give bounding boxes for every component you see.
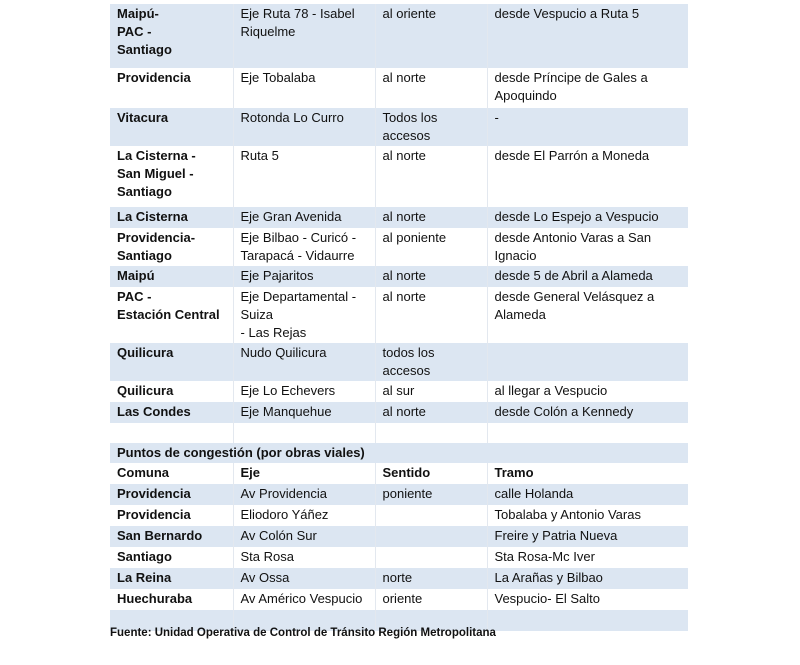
traffic-table — [110, 4, 688, 631]
cell-tramo: desde General Velásquez a Alameda — [487, 287, 688, 343]
cell-eje: Av Providencia — [233, 484, 375, 505]
table-row — [110, 381, 688, 402]
cell-comuna: Providencia- Santiago — [117, 230, 196, 263]
section-title-row — [110, 443, 688, 463]
cell-tramo: desde Lo Espejo a Vespucio — [487, 207, 688, 228]
section-title: Puntos de congestión (por obras viales) — [110, 443, 688, 463]
cell-eje: Rotonda Lo Curro — [233, 108, 375, 146]
table-row — [110, 108, 688, 146]
cell-sentido: al sur — [375, 381, 487, 402]
cell-eje: Av Américo Vespucio — [233, 589, 375, 610]
table-row — [110, 4, 688, 68]
cell-comuna: Providencia — [110, 484, 233, 505]
cell-comuna: Santiago — [117, 549, 172, 564]
source-note: Fuente: Unidad Operativa de Control de Tránsito Región Metropolitana — [110, 627, 496, 639]
cell-tramo: desde 5 de Abril a Alameda — [487, 266, 688, 287]
cell-comuna: Providencia — [117, 70, 191, 85]
table-row — [110, 207, 688, 228]
cell-tramo: al llegar a Vespucio — [487, 381, 688, 402]
table-row — [110, 505, 688, 526]
cell-comuna: Las Condes — [110, 402, 233, 423]
cell-sentido — [375, 547, 487, 568]
cell-sentido: poniente — [375, 484, 487, 505]
cell-eje: Eliodoro Yáñez — [233, 505, 375, 526]
cell-eje: Eje Lo Echevers — [233, 381, 375, 402]
cell-comuna: Comuna — [117, 465, 169, 480]
table-row — [110, 484, 688, 505]
cell-tramo — [487, 343, 688, 381]
table-row — [110, 146, 688, 207]
cell-eje: Eje Pajaritos — [233, 266, 375, 287]
cell-tramo: - — [487, 108, 688, 146]
cell-comuna: San Bernardo — [110, 526, 233, 547]
cell-sentido — [375, 526, 487, 547]
cell-eje: Eje Tobalaba — [233, 68, 375, 108]
cell-sentido — [375, 423, 487, 443]
cell-tramo: desde Príncipe de Gales a Apoquindo — [487, 68, 688, 108]
cell-comuna: PAC - Estación Central — [117, 289, 220, 322]
cell-sentido: Sentido — [375, 463, 487, 484]
cell-tramo: Freire y Patria Nueva — [487, 526, 688, 547]
cell-comuna: Maipú — [110, 266, 233, 287]
cell-sentido: al oriente — [375, 4, 487, 68]
table-row — [110, 287, 688, 343]
table-row — [110, 68, 688, 108]
cell-comuna: La Cisterna - San Miguel - Santiago — [117, 148, 196, 199]
cell-sentido — [375, 505, 487, 526]
cell-tramo: desde Colón a Kennedy — [487, 402, 688, 423]
cell-tramo: Tramo — [487, 463, 688, 484]
cell-comuna: Quilicura — [117, 383, 174, 398]
cell-eje: Nudo Quilicura — [233, 343, 375, 381]
cell-tramo: calle Holanda — [487, 484, 688, 505]
cell-sentido: norte — [375, 568, 487, 589]
cell-eje: Sta Rosa — [233, 547, 375, 568]
cell-sentido: al norte — [375, 402, 487, 423]
cell-sentido: oriente — [375, 589, 487, 610]
cell-sentido: Todos los accesos — [375, 108, 487, 146]
cell-tramo: desde El Parrón a Moneda — [487, 146, 688, 207]
cell-comuna: Quilicura — [110, 343, 233, 381]
cell-eje: Eje Gran Avenida — [233, 207, 375, 228]
table-row — [110, 402, 688, 423]
cell-eje: Eje — [233, 463, 375, 484]
empty-row — [110, 423, 688, 443]
cell-eje: Eje Ruta 78 - Isabel Riquelme — [233, 4, 375, 68]
table-row — [110, 266, 688, 287]
cell-sentido: al norte — [375, 207, 487, 228]
cell-comuna — [110, 423, 233, 443]
cell-tramo: Vespucio- El Salto — [487, 589, 688, 610]
cell-tramo: La Arañas y Bilbao — [487, 568, 688, 589]
table-row — [110, 589, 688, 610]
table-row — [110, 526, 688, 547]
table-row — [110, 547, 688, 568]
cell-comuna: Providencia — [117, 507, 191, 522]
cell-eje: Ruta 5 — [233, 146, 375, 207]
table-row — [110, 343, 688, 381]
cell-comuna: La Reina — [110, 568, 233, 589]
cell-tramo: desde Vespucio a Ruta 5 — [487, 4, 688, 68]
cell-tramo: desde Antonio Varas a San Ignacio — [487, 228, 688, 266]
header-row — [110, 463, 688, 484]
cell-sentido: al norte — [375, 146, 487, 207]
table-row — [110, 228, 688, 266]
cell-eje: Eje Manquehue — [233, 402, 375, 423]
cell-eje: Eje Departamental - Suiza - Las Rejas — [233, 287, 375, 343]
cell-eje: Av Colón Sur — [233, 526, 375, 547]
cell-sentido: todos los accesos — [375, 343, 487, 381]
cell-tramo: Tobalaba y Antonio Varas — [487, 505, 688, 526]
cell-tramo: Sta Rosa-Mc Iver — [487, 547, 688, 568]
cell-eje: Av Ossa — [233, 568, 375, 589]
cell-comuna: Vitacura — [110, 108, 233, 146]
cell-sentido: al poniente — [375, 228, 487, 266]
cell-sentido: al norte — [375, 68, 487, 108]
table-row — [110, 568, 688, 589]
cell-eje: Eje Bilbao - Curicó - Tarapacá - Vidaurre — [233, 228, 375, 266]
cell-tramo — [487, 610, 688, 631]
cell-sentido: al norte — [375, 287, 487, 343]
cell-eje — [233, 423, 375, 443]
cell-comuna: Maipú- PAC - Santiago — [110, 4, 233, 68]
cell-comuna: Huechuraba — [117, 591, 193, 606]
cell-tramo — [487, 423, 688, 443]
cell-comuna: La Cisterna — [110, 207, 233, 228]
cell-sentido: al norte — [375, 266, 487, 287]
